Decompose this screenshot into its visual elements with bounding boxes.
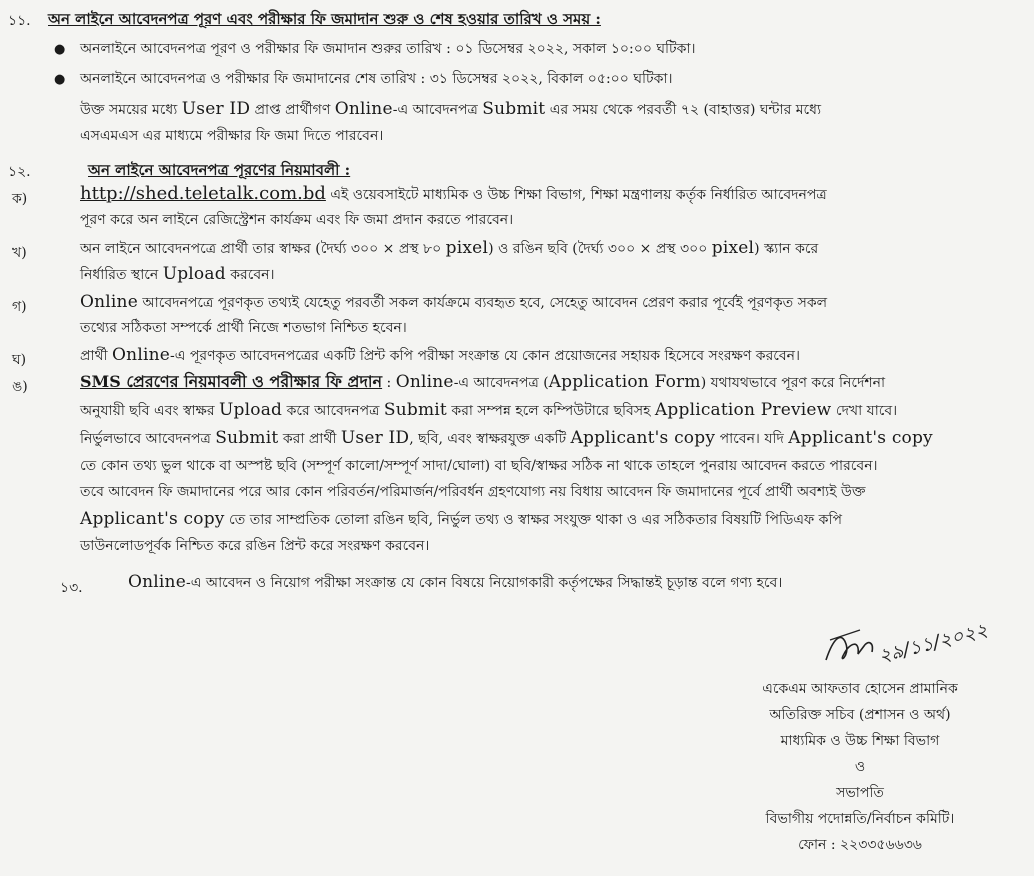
item-kha-line-1: অন লাইনে আবেদনপত্রে প্রার্থী তার স্বাক্ষর (দৈর্ঘ্য ৩০০ × প্রস্থ ৮০ pixel) ও রঙিন ছবি (দৈর্ঘ্য ৩০০ × প্রস্থ ৩০০ pixel) স্ক্যান করে [80, 238, 819, 258]
signatory-phone: ফোন : ২২৩৩৫৬৬৩৬ [798, 837, 922, 853]
item-ka-marker: ক) [12, 191, 28, 207]
item-ka-line-2: পূরণ করে অন লাইনে রেজিস্ট্রেশন কার্যক্রম এবং ফি জমা প্রদান করতে পারবেন। [80, 212, 514, 228]
handwritten-signature [820, 610, 1010, 680]
section-13-text: Online-এ আবেদন ও নিয়োগ পরীক্ষা সংক্রান্ত যে কোন বিষয়ে নিয়োগকারী কর্তৃপক্ষের সিদ্ধান্তই চূড়ান্ত বলে গণ্য হবে। [128, 572, 783, 592]
item-ga-marker: গ) [12, 299, 27, 315]
signature-date: ২৯/১১/২০২২ [876, 618, 990, 668]
item-ka-line-1: http://shed.teletalk.com.bd এই ওয়েবসাইটে মাধ্যমিক ও উচ্চ শিক্ষা বিভাগ, শিক্ষা মন্ত্রণালয় কর্তৃক নির্ধারিত আবেদনপত্র [80, 183, 827, 204]
item-umo-marker: ঙ) [12, 379, 28, 395]
s11-line-4: এসএমএস এর মাধ্যমে পরীক্ষার ফি জমা দিতে পারবেন। [80, 128, 384, 144]
signatory-name: একেএম আফতাব হোসেন প্রামানিক [762, 681, 958, 697]
bullet-icon: ● [54, 42, 66, 57]
item-ga-line-1: Online আবেদনপত্রে পূরণকৃত তথ্যই যেহেতু পরবর্তী সকল কার্যক্রমে ব্যবহৃত হবে, সেহেতু আবেদন প্রেরণ করার পূর্বেই পূরণকৃত সকল [80, 292, 828, 312]
item-ga-line-2: তথ্যের সঠিকতা সম্পর্কে প্রার্থী নিজে শতভাগ নিশ্চিত হবেন। [80, 320, 407, 336]
item-gha-line-1: প্রার্থী Online-এ পূরণকৃত আবেদনপত্রের একটি প্রিন্ট কপি পরীক্ষা সংক্রান্ত যে কোন প্রয়োজনের সহায়ক হিসেবে সংরক্ষণ করবেন। [80, 345, 801, 365]
signatory-and: ও [854, 759, 866, 775]
section-12-heading: অন লাইনে আবেদনপত্র পূরণের নিয়মাবলী : [88, 161, 351, 179]
s11-line-1: অনলাইনে আবেদনপত্র পূরণ ও পরীক্ষার ফি জমাদান শুরুর তারিখ : ০১ ডিসেম্বর ২০২২, সকাল ১০:০০ ঘটিকা। [80, 41, 696, 57]
item-gha-marker: ঘ) [12, 352, 27, 368]
signatory-committee: বিভাগীয় পদোন্নতি/নির্বাচন কমিটি। [765, 811, 955, 827]
item-umo-line-6: Applicant's copy তে তার সাম্প্রতিক তোলা রঙিন ছবি, নির্ভুল তথ্য ও স্বাক্ষর সংযুক্ত থাকা ও এর সঠিকতার বিষয়টি পিডিএফ কপি [80, 509, 842, 529]
item-umo-line-2: অনুযায়ী ছবি এবং স্বাক্ষর Upload করে আবেদনপত্র Submit করা সম্পন্ন হলে কম্পিউটারে ছবিসহ Application Preview দেখা যাবে। [80, 400, 898, 420]
item-umo-line-4: তে কোন তথ্য ভুল থাকে বা অস্পষ্ট ছবি (সম্পূর্ণ কালো/সম্পূর্ণ সাদা/ঘোলা) বা ছবি/স্বাক্ষর সঠিক না থাকে তাহলে পুনরায় আবেদন করতে পারবেন। [80, 458, 878, 474]
section-12-number: ১২. [8, 164, 31, 180]
item-umo-line-3: নির্ভুলভাবে আবেদনপত্র Submit করা প্রার্থী User ID, ছবি, এবং স্বাক্ষরযুক্ত একটি Applicant's copy পাবেন। যদি Applicant's copy [80, 428, 933, 448]
s11-line-3: উক্ত সময়ের মধ্যে User ID প্রাপ্ত প্রার্থীগণ Online-এ আবেদনপত্র Submit এর সময় থেকে পরবর্তী ৭২ (বাহাত্তর) ঘন্টার মধ্যে [80, 99, 822, 119]
signatory-designation: অতিরিক্ত সচিব (প্রশাসন ও অর্থ) [769, 707, 951, 723]
section-11-number: ১১. [8, 13, 31, 29]
item-umo-line-5: তবে আবেদন ফি জমাদানের পরে আর কোন পরিবর্তন/পরিমার্জন/পরিবর্ধন গ্রহণযোগ্য নয় বিধায় আবেদন ফি জমাদানের পূর্বে প্রার্থী অবশ্যই উক্ত [80, 484, 866, 500]
item-umo-line-1: SMS প্রেরণের নিয়মাবলী ও পরীক্ষার ফি প্রদান : Online-এ আবেদনপত্র (Application Form) যথাযথভাবে পূরণ করে নির্দেশনা [80, 372, 886, 392]
item-umo-line-7: ডাউনলোডপূর্বক নিশ্চিত করে রঙিন প্রিন্ট করে সংরক্ষণ করবেন। [80, 538, 430, 554]
section-13-number: ১৩. [60, 580, 83, 596]
signatory-division: মাধ্যমিক ও উচ্চ শিক্ষা বিভাগ [780, 733, 940, 749]
bullet-icon: ● [54, 72, 66, 87]
item-kha-marker: খ) [12, 245, 27, 261]
section-11-heading: অন লাইনে আবেদনপত্র পূরণ এবং পরীক্ষার ফি জমাদান শুরু ও শেষ হওয়ার তারিখ ও সময় : [48, 10, 601, 28]
signatory-role: সভাপতি [836, 785, 884, 801]
item-kha-line-2: নির্ধারিত স্থানে Upload করবেন। [80, 264, 275, 284]
s11-line-2: অনলাইনে আবেদনপত্র ও পরীক্ষার ফি জমাদানের শেষ তারিখ : ৩১ ডিসেম্বর ২০২২, বিকাল ০৫:০০ ঘটিকা। [80, 71, 673, 87]
